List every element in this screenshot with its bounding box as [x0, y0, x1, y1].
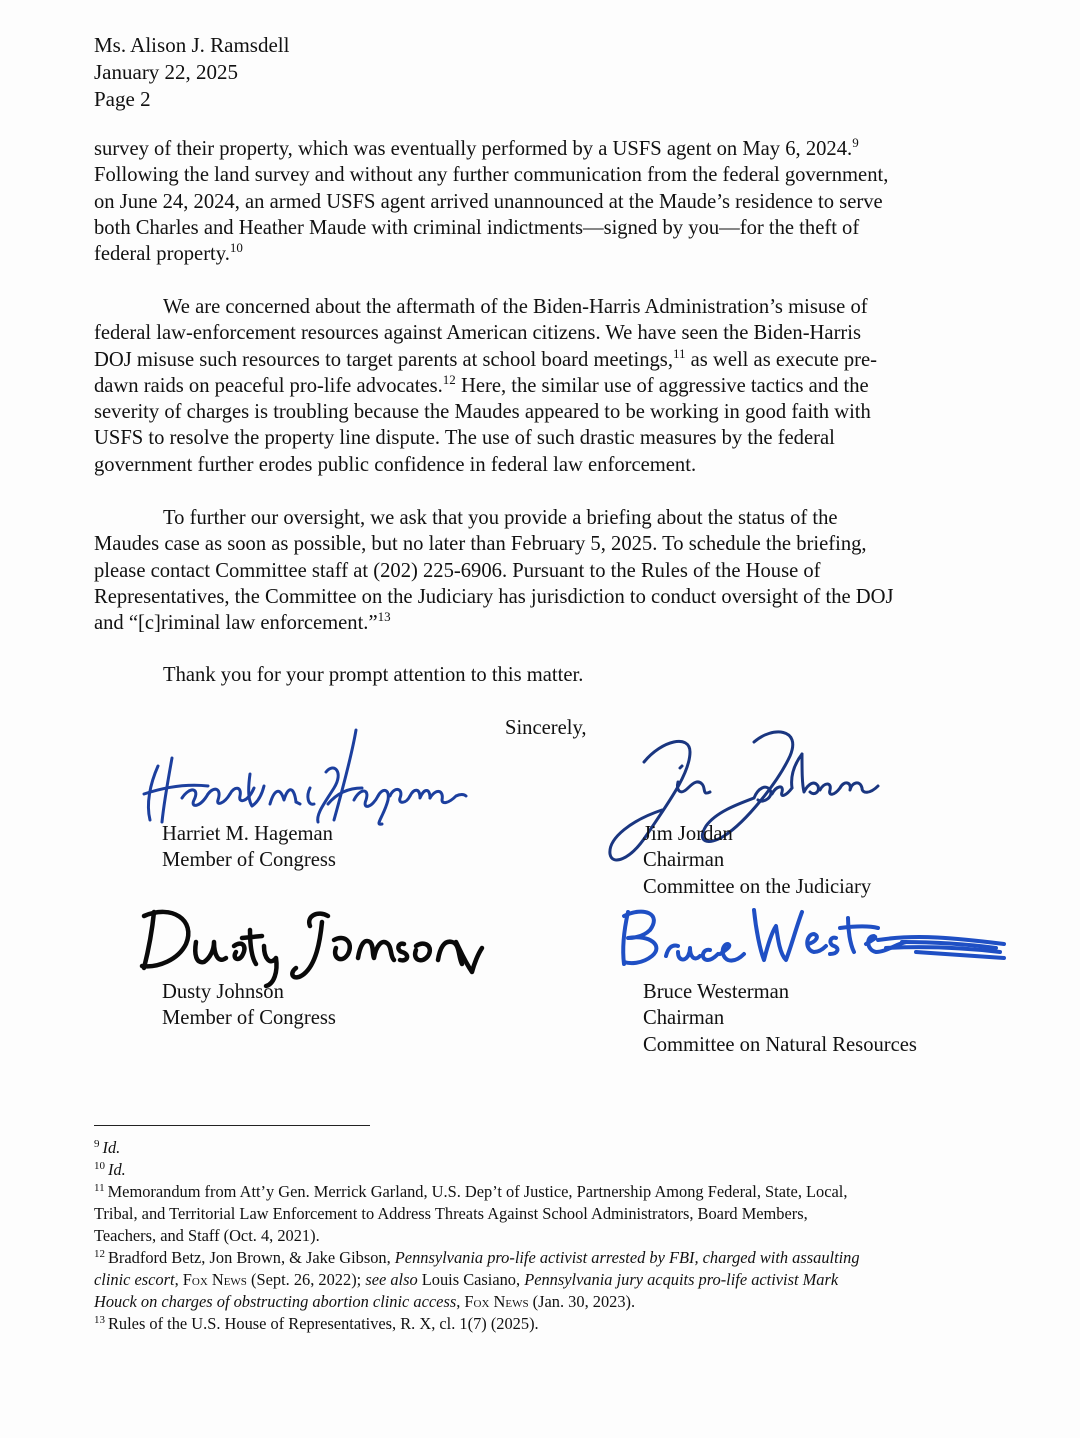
signatory-westerman: [643, 979, 917, 1058]
page-number: Page 2: [94, 87, 151, 111]
signatory-committee: Committee on the Judiciary: [643, 875, 872, 898]
footnote-13: $^{13}$ Rules of the U.S. House of Representatives, R. X, cl. 1(7) (2025).: [94, 1314, 539, 1333]
signatory-jordan: [643, 821, 871, 900]
signature-westerman: [616, 900, 1010, 976]
paragraph-2: We are concerned about the aftermath of the Biden-Harris Administration’s misuse of federal law-enforcement resources against American citizens. We have seen the Biden-Harris DOJ misuse such resources to target parents at school board meetings,$^{11}$ as well as execute pre- dawn raids on peaceful pro-life advocates.$^{12}$ Here, the similar use of aggressive tactics and the severity of charges is troubling because the Maudes appeared to be working in good faith with USFS to resolve the property line dispute. The use of such drastic measures by the federal government further erodes public confidence in federal law enforcement.: [94, 296, 878, 476]
paragraph-4: Thank you for your prompt attention to this matter.: [163, 664, 584, 686]
signatory-name: Bruce Westerman: [643, 981, 790, 1003]
paragraph-1: survey of their property, which was eventually performed by a USFS agent on May 6, 2024.$^9$ Following the land survey and without any further communication from the federal government, on June 24, 2024, an armed USFS agent arrived unannounced at the Maude’s residence to serve both Charles and Heather Maude with criminal indictments—signed by you—for the theft of federal property.$^{10}$: [94, 135, 889, 266]
closing: Sincerely,: [505, 717, 587, 739]
footnote-9: $^9$ Id.: [94, 1138, 121, 1157]
signatory-johnson: [162, 979, 336, 1032]
signatory-committee: Committee on Natural Resources: [643, 1033, 917, 1056]
footnote-10: $^{10}$ Id.: [94, 1160, 126, 1179]
paragraph-3: To further our oversight, we ask that you provide a briefing about the status of the Maudes case as soon as possible, but no later than February 5, 2025. To schedule the briefing, please contact Committee staff at (202) 225-6906. Pursuant to the Rules of the House of Representatives, the Committee on the Judiciary has jurisdiction to conduct oversight of the DOJ and “[c]riminal law enforcement.”$^{13}$: [94, 507, 894, 635]
footnote-ref-10[interactable]: 10: [229, 240, 243, 256]
signatory-title: Chairman: [643, 849, 725, 872]
footnotes: $^9$ Id. $^{10}$ Id. $^{11}$ Memorandum from Att’y Gen. Merrick Garland, U.S. Dep’t of Justice, Partnership Among Federal, State, Local, Tribal, and Territorial Law Enforcement to Address Threats Against School Administrators, Board Members, Teachers, and Staff (Oct. 4, 2021). $^{12}$ Bradford Betz, Jon Brown, & Jake Gibson, Pennsylvania pro-life activist arrested by FBI, charged with assaulting clinic escort, Fox News (Sept. 26, 2022); see also Louis Casiano, Pennsylvania jury acquits pro-life activist Mark Houck on charges of obstructing abortion clinic access, Fox News (Jan. 30, 2023). $^{13}$ Rules of the U.S. House of Representatives, R. X, cl. 1(7) (2025).: [94, 1137, 994, 1335]
signatory-title: Member of Congress: [162, 849, 336, 872]
footnote-ref-11[interactable]: 11: [672, 345, 686, 361]
letter-header: [94, 32, 289, 113]
footnote-11: $^{11}$ Memorandum from Att’y Gen. Merrick Garland, U.S. Dep’t of Justice, Partnership Among Federal, State, Local,: [94, 1182, 848, 1201]
recipient-name: Ms. Alison J. Ramsdell: [94, 33, 290, 57]
signatory-name: Harriet M. Hageman: [162, 823, 333, 845]
footnote-divider: [94, 1125, 370, 1126]
footnote-ref-13[interactable]: 13: [377, 609, 391, 625]
signatory-hageman: [162, 821, 336, 874]
footnote-ref-12[interactable]: 12: [442, 371, 456, 387]
signature-hageman: [138, 724, 468, 834]
signatory-name: Dusty Johnson: [162, 981, 284, 1003]
signatory-title: Member of Congress: [162, 1007, 336, 1030]
signatory-title: Chairman: [643, 1007, 725, 1030]
footnote-ref-9[interactable]: 9: [852, 135, 859, 150]
signatory-name: Jim Jordan: [643, 823, 733, 845]
letter-date: January 22, 2025: [94, 60, 239, 84]
footnote-12: $^{12}$ Bradford Betz, Jon Brown, & Jake Gibson, Pennsylvania pro-life activist arrested by FBI, charged with assaulting: [94, 1248, 860, 1267]
